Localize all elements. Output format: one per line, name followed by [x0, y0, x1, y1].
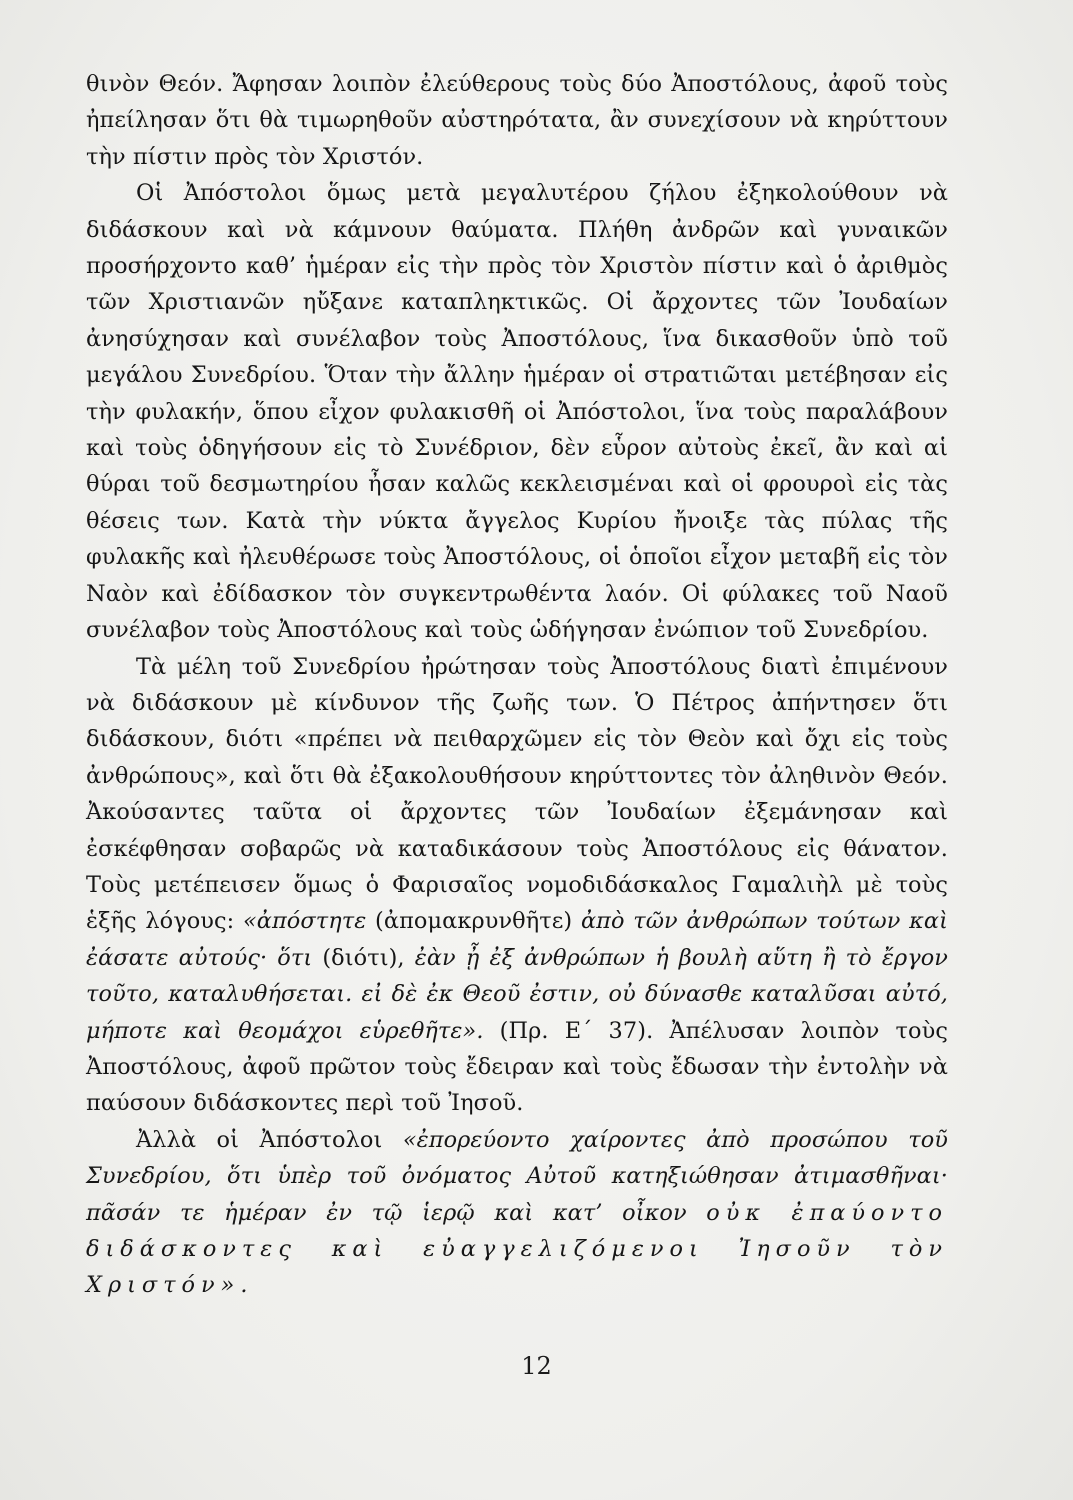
- paragraph-3: [86, 649, 948, 1122]
- paragraph-2: [86, 175, 948, 648]
- paragraph-4: [86, 1122, 948, 1304]
- quotation-italic: «ἀπόστητε: [242, 908, 376, 935]
- body-text: [86, 66, 948, 1304]
- paragraph-1-text: θινὸν Θεόν. Ἄφησαν λοιπὸν ἐλεύθερους τοὺς δύο Ἀποστόλους, ἀφοῦ τοὺς ἠπείλησαν ὅτι θὰ τιμωρηθοῦν αὐστηρότατα, ἂν συνεχίσουν νὰ κηρύττουν τὴν πίστιν πρὸς τὸν Χριστόν.: [86, 71, 948, 170]
- quotation-spaced-italic: οὐκ ἐπαύοντο διδάσκοντες καὶ εὐαγγελιζόμενοι Ἰησοῦν τὸν Χριστόν».: [86, 1199, 948, 1299]
- paragraph-2-text: Οἱ Ἀπόστολοι ὅμως μετὰ μεγαλυτέρου ζήλου ἐξηκολούθουν νὰ διδάσκουν καὶ νὰ κάμνουν θαύματα. Πλήθη ἀνδρῶν καὶ γυναικῶν προσήρχοντο καθ’ ἡμέραν εἰς τὴν πρὸς τὸν Χριστὸν πίστιν καὶ ὁ ἀριθμὸς τῶν Χριστιανῶν ηὔξανε καταπληκτικῶς. Οἱ ἄρχοντες τῶν Ἰουδαίων ἀνησύχησαν καὶ συνέλαβον τοὺς Ἀποστόλους, ἵνα δικασθοῦν ὑπὸ τοῦ μεγάλου Συνεδρίου. Ὅταν τὴν ἄλλην ἡμέραν οἱ στρατιῶται μετέβησαν εἰς τὴν φυλακήν, ὅπου εἶχον φυλακισθῆ οἱ Ἀπόστολοι, ἵνα τοὺς παραλάβουν καὶ τοὺς ὁδηγήσουν εἰς τὸ Συνέδριον, δὲν εὗρον αὐτοὺς ἐκεῖ, ἂν καὶ αἱ θύραι τοῦ δεσμωτηρίου ἦσαν καλῶς κεκλεισμέναι καὶ οἱ φρουροὶ εἰς τὰς θέσεις των. Κατὰ τὴν νύκτα ἄγγελος Κυρίου ἤνοιξε τὰς πύλας τῆς φυλακῆς καὶ ἠλευθέρωσε τοὺς Ἀποστόλους, οἱ ὁποῖοι εἶχον μεταβῆ εἰς τὸν Ναὸν καὶ ἐδίδασκον τὸν συγκεντρωθέντα λαόν. Οἱ φύλακες τοῦ Ναοῦ συνέλαβον τοὺς Ἀποστόλους καὶ τοὺς ὡδήγησαν ἐνώπιον τοῦ Συνεδρίου.: [86, 180, 948, 644]
- text-run: Τὰ μέλη τοῦ Συνεδρίου ἠρώτησαν τοὺς Ἀποστόλους διατὶ ἐπιμένουν νὰ διδάσκουν μὲ κίνδυνον τῆς ζωῆς των. Ὁ Πέτρος ἀπήντησεν ὅτι διδάσκουν, διότι «πρέπει νὰ πειθαρχῶμεν εἰς τὸν Θεὸν καὶ ὄχι εἰς τοὺς ἀνθρώπους», καὶ ὅτι θὰ ἐξακολουθήσουν κηρύττοντες τὸν ἀληθινὸν Θεόν. Ἀκούσαντες ταῦτα οἱ ἄρχοντες τῶν Ἰουδαίων ἐξεμάνησαν καὶ ἐσκέφθησαν σοβαρῶς νὰ καταδικάσουν τοὺς Ἀποστόλους εἰς θάνατον. Τοὺς μετέπεισεν ὅμως ὁ Φαρισαῖος νομοδιδάσκαλος Γαμαλιὴλ μὲ τοὺς ἑξῆς λόγους:: [86, 653, 948, 935]
- text-run: (διότι),: [322, 944, 415, 971]
- quotation-italic: ἐὰν ᾖ ἐξ ἀνθρώπων ἡ βουλὴ αὕτη ἢ τὸ ἔργον τοῦτο, καταλυθήσεται. εἰ δὲ ἐκ Θεοῦ ἐστιν, οὐ δύνασθε καταλῦσαι αὐτό, μήποτε καὶ θεομάχοι εὑρεθῆτε».: [86, 944, 948, 1044]
- text-run: Ἀλλὰ οἱ Ἀπόστολοι: [136, 1126, 403, 1153]
- quotation-italic: ἀπὸ τῶν ἀνθρώπων τούτων καὶ ἐάσατε αὐτούς· ὅτι: [86, 908, 948, 971]
- text-run: (Πρ. Ε΄ 37). Ἀπέλυσαν λοιπὸν τοὺς Ἀποστόλους, ἀφοῦ πρῶτον τοὺς ἔδειραν καὶ τοὺς ἔδωσαν τὴν ἐντολὴν νὰ παύσουν διδάσκοντες περὶ τοῦ Ἰησοῦ.: [86, 1017, 948, 1117]
- quotation-italic: «ἐπορεύοντο χαίροντες ἀπὸ προσώπου τοῦ Συνεδρίου, ὅτι ὑπὲρ τοῦ ὀνόματος Αὐτοῦ κατηξιώθησαν ἀτιμασθῆναι· πᾶσάν τε ἡμέραν ἐν τῷ ἱερῷ καὶ κατ’ οἶκον: [86, 1126, 948, 1226]
- text-run: (ἀπομακρυνθῆτε): [375, 908, 581, 935]
- paragraph-1: [86, 66, 948, 175]
- page-number: 12: [521, 1352, 552, 1380]
